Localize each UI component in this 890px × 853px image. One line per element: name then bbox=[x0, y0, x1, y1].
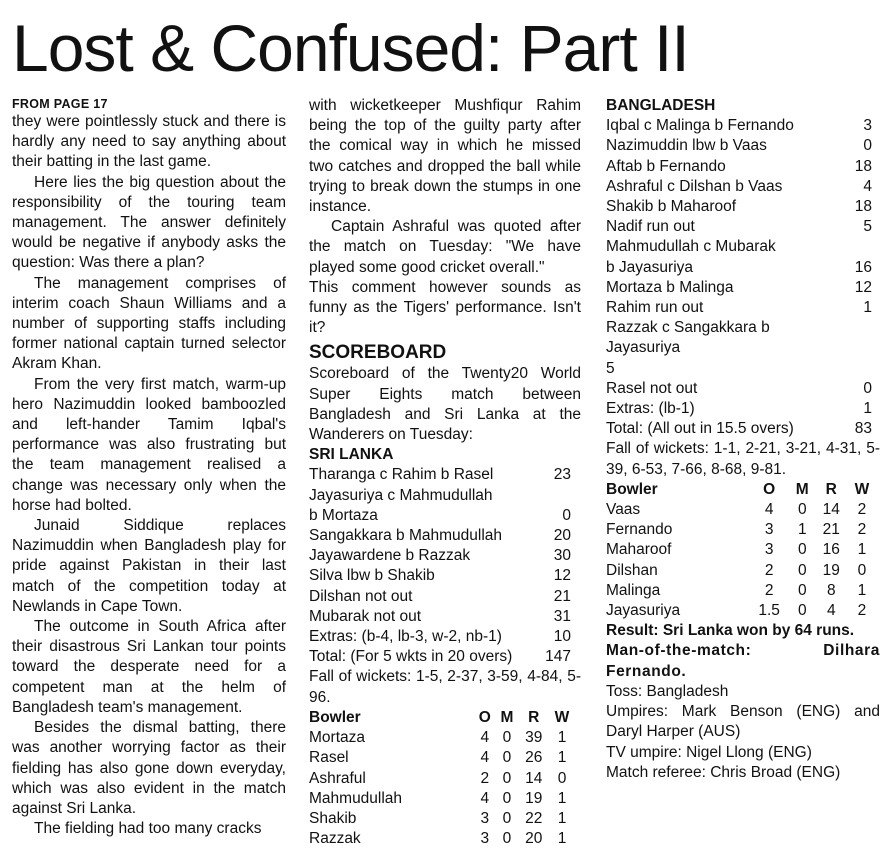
batting-entry: b Mortaza bbox=[309, 506, 378, 524]
batting-row bbox=[606, 258, 872, 278]
sri-lanka-batting-list bbox=[309, 465, 581, 667]
bowling-header-cell: O bbox=[763, 480, 776, 498]
match-referee: Match referee: Chris Broad (ENG) bbox=[606, 763, 841, 781]
batting-entry: Silva lbw b Shakib bbox=[309, 567, 435, 585]
bowling-row bbox=[606, 540, 876, 560]
man-of-the-match: Man-of-the-match: Dilhara Fernando. bbox=[606, 642, 880, 680]
batting-row bbox=[606, 318, 872, 358]
bowling-header-cell: Bowler bbox=[606, 480, 658, 498]
bangladesh-batting-list bbox=[606, 116, 880, 439]
bowling-figure: 1.5 bbox=[758, 602, 780, 620]
batting-row bbox=[309, 566, 571, 586]
bowler-name: Mortaza bbox=[309, 729, 365, 747]
bowling-figure: 1 bbox=[557, 729, 567, 747]
batting-entry: b Jayasuriya bbox=[606, 258, 694, 276]
article-paragraph: Junaid Siddique replaces Nazimuddin when Bangladesh play for pride against Pakistan in their last match of the competition today at Newlands in Cape Town. bbox=[12, 517, 286, 615]
batting-entry: Jayasuriya c Mahmudullah bbox=[309, 486, 493, 504]
team-name-bangladesh: BANGLADESH bbox=[606, 97, 716, 114]
batting-row bbox=[606, 237, 872, 257]
article-paragraph: From the very first match, warm-up hero Nazimuddin looked bamboozled and left-hander Tamim Iqbal's performance was also frustrating but the team management realised a change was necessary only when the horse had bolted. bbox=[12, 375, 286, 514]
batting-runs: 5 bbox=[863, 218, 872, 236]
bowling-header-cell: W bbox=[854, 480, 870, 498]
bowling-figure: 19 bbox=[822, 561, 840, 579]
batting-row bbox=[309, 647, 571, 667]
bowling-header-cell: Bowler bbox=[309, 708, 361, 726]
bowling-figure: 1 bbox=[557, 809, 567, 827]
bowling-row bbox=[606, 561, 876, 581]
headline: Lost & Confused: Part II bbox=[12, 11, 689, 85]
batting-row bbox=[309, 465, 571, 485]
article-column-2 bbox=[309, 96, 581, 849]
batting-entry: Sangakkara b Mahmudullah bbox=[309, 527, 503, 545]
bowling-figure: 0 bbox=[502, 769, 512, 787]
bowling-figure: 4 bbox=[826, 602, 836, 620]
batting-entry: Total: (All out in 15.5 overs) bbox=[606, 420, 794, 438]
bowling-figure: 2 bbox=[480, 769, 490, 787]
batting-runs: 31 bbox=[553, 607, 571, 625]
bowling-figure: 2 bbox=[764, 581, 774, 599]
bowling-figure: 16 bbox=[822, 541, 840, 559]
batting-runs: 12 bbox=[854, 278, 872, 296]
article-paragraph: they were pointlessly stuck and there is hardly any need to say anything about their batting in the last game. bbox=[12, 113, 286, 171]
batting-entry: Dilshan not out bbox=[309, 587, 413, 605]
bowling-header-cell: O bbox=[478, 708, 491, 726]
bowling-header-cell: M bbox=[500, 708, 514, 726]
batting-entry: Tharanga c Rahim b Rasel bbox=[309, 466, 494, 484]
batting-runs: 12 bbox=[553, 567, 571, 585]
batting-row bbox=[606, 399, 872, 419]
sri-lanka-fall-of-wickets: Fall of wickets: 1-5, 2-37, 3-59, 4-84, 5-96. bbox=[309, 668, 581, 706]
bowling-figure: 26 bbox=[525, 749, 543, 767]
bowling-header-cell: R bbox=[825, 480, 837, 498]
bowling-figure: 2 bbox=[764, 561, 774, 579]
bowling-figure: 0 bbox=[502, 789, 512, 807]
bowling-figure: 1 bbox=[857, 581, 867, 599]
batting-runs bbox=[846, 318, 872, 358]
bowling-figure: 1 bbox=[557, 789, 567, 807]
article-column-1 bbox=[12, 96, 286, 839]
batting-row bbox=[606, 278, 872, 298]
batting-runs bbox=[545, 486, 571, 506]
bowling-figure: 1 bbox=[557, 749, 567, 767]
batting-entry: Nadif run out bbox=[606, 218, 695, 236]
bowling-figure: 2 bbox=[857, 602, 867, 620]
sri-lanka-bowling-table bbox=[309, 708, 575, 849]
bowling-figure: 14 bbox=[822, 501, 840, 519]
batting-row bbox=[309, 607, 571, 627]
bowler-name: Fernando bbox=[606, 521, 673, 539]
bowling-row bbox=[606, 601, 876, 621]
batting-row bbox=[309, 546, 571, 566]
bowling-row bbox=[606, 520, 876, 540]
bowling-figure: 4 bbox=[764, 501, 774, 519]
batting-entry: Ashraful c Dilshan b Vaas bbox=[606, 177, 783, 195]
article-paragraph: with wicketkeeper Mushfiqur Rahim being the top of the guilty party after the comical way in which he missed two catches and dropped the ball while trying to break down the stumps in one instance. bbox=[309, 97, 581, 216]
bowling-row bbox=[309, 829, 575, 849]
batting-runs: 18 bbox=[854, 198, 872, 216]
bowler-name: Malinga bbox=[606, 581, 661, 599]
bowling-figure: 4 bbox=[480, 749, 490, 767]
batting-row bbox=[309, 526, 571, 546]
batting-entry: Aftab b Fernando bbox=[606, 157, 726, 175]
bowling-row bbox=[309, 748, 575, 768]
batting-row bbox=[606, 298, 872, 318]
scoreboard-column-3 bbox=[606, 96, 880, 783]
batting-entry: Mortaza b Malinga bbox=[606, 278, 734, 296]
bowling-figure: 1 bbox=[797, 521, 807, 539]
batting-row bbox=[606, 157, 872, 177]
article-paragraph: This comment however sounds as funny as the Tigers' performance. Isn't it? bbox=[309, 278, 581, 337]
bowling-figure: 3 bbox=[480, 809, 490, 827]
batting-entry: Mubarak not out bbox=[309, 607, 422, 625]
batting-row bbox=[606, 217, 872, 237]
bowling-figure: 0 bbox=[797, 501, 807, 519]
bowler-name: Vaas bbox=[606, 501, 641, 519]
batting-runs bbox=[846, 237, 872, 257]
bowling-figure: 0 bbox=[502, 830, 512, 848]
article-paragraph: Here lies the big question about the responsibility of the touring team management. The answer definitely would be negative if anybody asks the question: Was there a plan? bbox=[12, 173, 286, 272]
article-paragraph: Captain Ashraful was quoted after the match on Tuesday: "We have played some good cricket overall." bbox=[309, 218, 581, 276]
batting-row bbox=[606, 177, 872, 197]
article-paragraph: Besides the dismal batting, there was another worrying factor as their fielding has also gone down everyday, which was also evident in the match against Sri Lanka. bbox=[12, 719, 286, 817]
batting-entry: Rasel not out bbox=[606, 379, 698, 397]
batting-row bbox=[309, 587, 571, 607]
bangladesh-bowling-table bbox=[606, 480, 876, 621]
bowling-figure: 4 bbox=[480, 729, 490, 747]
bowling-figure: 0 bbox=[797, 561, 807, 579]
batting-runs: 0 bbox=[863, 379, 872, 397]
bangladesh-fall-of-wickets: Fall of wickets: 1-1, 2-21, 3-21, 4-31, 5-39, 6-53, 7-66, 8-68, 9-81. bbox=[606, 440, 880, 478]
bowling-figure: 3 bbox=[480, 830, 490, 848]
batting-runs: 0 bbox=[562, 506, 571, 524]
bowling-figure: 2 bbox=[857, 521, 867, 539]
bowling-header-cell: W bbox=[554, 708, 570, 726]
team-name-sri-lanka: SRI LANKA bbox=[309, 446, 394, 464]
bowling-figure: 1 bbox=[857, 541, 867, 559]
bowling-figure: 21 bbox=[822, 521, 840, 539]
bowling-header-cell: R bbox=[528, 708, 540, 726]
bowling-figure: 3 bbox=[764, 541, 774, 559]
scoreboard-title: SCOREBOARD bbox=[309, 342, 447, 364]
bowling-row bbox=[606, 581, 876, 601]
batting-entry: Shakib b Maharoof bbox=[606, 198, 737, 216]
batting-row bbox=[606, 136, 872, 156]
batting-row bbox=[606, 116, 872, 136]
batting-row bbox=[606, 359, 872, 379]
bowling-row bbox=[309, 789, 575, 809]
bowler-name: Ashraful bbox=[309, 769, 366, 787]
bowling-header-row bbox=[606, 480, 876, 500]
batting-entry: Rahim run out bbox=[606, 299, 704, 317]
batting-entry: Iqbal c Malinga b Fernando bbox=[606, 117, 794, 135]
bowling-row bbox=[309, 769, 575, 789]
bowler-name: Razzak bbox=[309, 830, 361, 848]
batting-row bbox=[606, 379, 872, 399]
continued-from-label: FROM PAGE 17 bbox=[12, 97, 108, 111]
bowling-header-cell: M bbox=[795, 480, 809, 498]
bowling-figure: 0 bbox=[797, 581, 807, 599]
bowling-figure: 19 bbox=[525, 789, 543, 807]
bowling-figure: 0 bbox=[502, 729, 512, 747]
batting-entry: Razzak c Sangakkara b Jayasuriya bbox=[606, 319, 770, 357]
bowler-name: Mahmudullah bbox=[309, 789, 403, 807]
article-paragraph: The fielding had too many cracks bbox=[34, 820, 262, 838]
batting-entry: Nazimuddin lbw b Vaas bbox=[606, 137, 767, 155]
match-result: Result: Sri Lanka won by 64 runs. bbox=[606, 622, 855, 640]
batting-runs: 21 bbox=[553, 587, 571, 605]
bowling-figure: 0 bbox=[857, 561, 867, 579]
bowling-figure: 3 bbox=[764, 521, 774, 539]
batting-runs bbox=[846, 359, 872, 379]
bowling-figure: 0 bbox=[502, 749, 512, 767]
batting-runs: 23 bbox=[553, 466, 571, 484]
batting-entry: Jayawardene b Razzak bbox=[309, 547, 471, 565]
bowling-figure: 4 bbox=[480, 789, 490, 807]
batting-entry: Mahmudullah c Mubarak bbox=[606, 238, 776, 256]
batting-runs: 30 bbox=[553, 547, 571, 565]
batting-row bbox=[309, 627, 571, 647]
batting-runs: 18 bbox=[854, 157, 872, 175]
batting-runs: 0 bbox=[863, 137, 872, 155]
batting-entry: Extras: (b-4, lb-3, w-2, nb-1) bbox=[309, 628, 502, 646]
bowling-row bbox=[606, 500, 876, 520]
bowler-name: Dilshan bbox=[606, 561, 658, 579]
umpires: Umpires: Mark Benson (ENG) and Daryl Harper (AUS) bbox=[606, 703, 880, 741]
batting-entry: Total: (For 5 wkts in 20 overs) bbox=[309, 648, 513, 666]
bowling-row bbox=[309, 809, 575, 829]
bowling-header-row bbox=[309, 708, 575, 728]
bowler-name: Jayasuriya bbox=[606, 602, 681, 620]
bowling-figure: 20 bbox=[525, 830, 543, 848]
bowling-figure: 0 bbox=[797, 541, 807, 559]
batting-row bbox=[606, 419, 872, 439]
batting-runs: 4 bbox=[863, 177, 872, 195]
batting-entry: Extras: (lb-1) bbox=[606, 400, 695, 418]
article-paragraph: The outcome in South Africa after their disastrous Sri Lankan tour points toward the desperate need for a competent man at the helm of Bangladesh team's management. bbox=[12, 618, 286, 716]
bowling-figure: 0 bbox=[557, 769, 567, 787]
bowling-figure: 39 bbox=[525, 729, 543, 747]
batting-runs: 10 bbox=[553, 628, 571, 646]
bowling-figure: 1 bbox=[557, 830, 567, 848]
article-paragraph: The management comprises of interim coach Shaun Williams and a number of supporting staffs including former national captain turned selector Akram Khan. bbox=[12, 274, 286, 373]
bowler-name: Rasel bbox=[309, 749, 349, 767]
tv-umpire: TV umpire: Nigel Llong (ENG) bbox=[606, 743, 812, 761]
bowling-figure: 0 bbox=[797, 602, 807, 620]
bowling-figure: 22 bbox=[525, 809, 543, 827]
batting-runs: 1 bbox=[863, 400, 872, 418]
batting-row bbox=[309, 506, 571, 526]
batting-runs: 16 bbox=[854, 258, 872, 276]
bowler-name: Maharoof bbox=[606, 541, 672, 559]
scoreboard-intro: Scoreboard of the Twenty20 World Super Eights match between Bangladesh and Sri Lanka at the Wanderers on Tuesday: bbox=[309, 365, 581, 444]
batting-row bbox=[606, 197, 872, 217]
batting-runs: 147 bbox=[545, 648, 571, 666]
batting-entry: 5 bbox=[606, 359, 615, 377]
batting-runs: 83 bbox=[854, 420, 872, 438]
batting-runs: 3 bbox=[863, 117, 872, 135]
toss: Toss: Bangladesh bbox=[606, 682, 729, 700]
bowler-name: Shakib bbox=[309, 809, 357, 827]
batting-runs: 1 bbox=[863, 299, 872, 317]
batting-row bbox=[309, 486, 571, 506]
bowling-figure: 8 bbox=[826, 581, 836, 599]
batting-runs: 20 bbox=[553, 527, 571, 545]
bowling-figure: 14 bbox=[525, 769, 543, 787]
bowling-figure: 0 bbox=[502, 809, 512, 827]
bowling-row bbox=[309, 728, 575, 748]
bowling-figure: 2 bbox=[857, 501, 867, 519]
